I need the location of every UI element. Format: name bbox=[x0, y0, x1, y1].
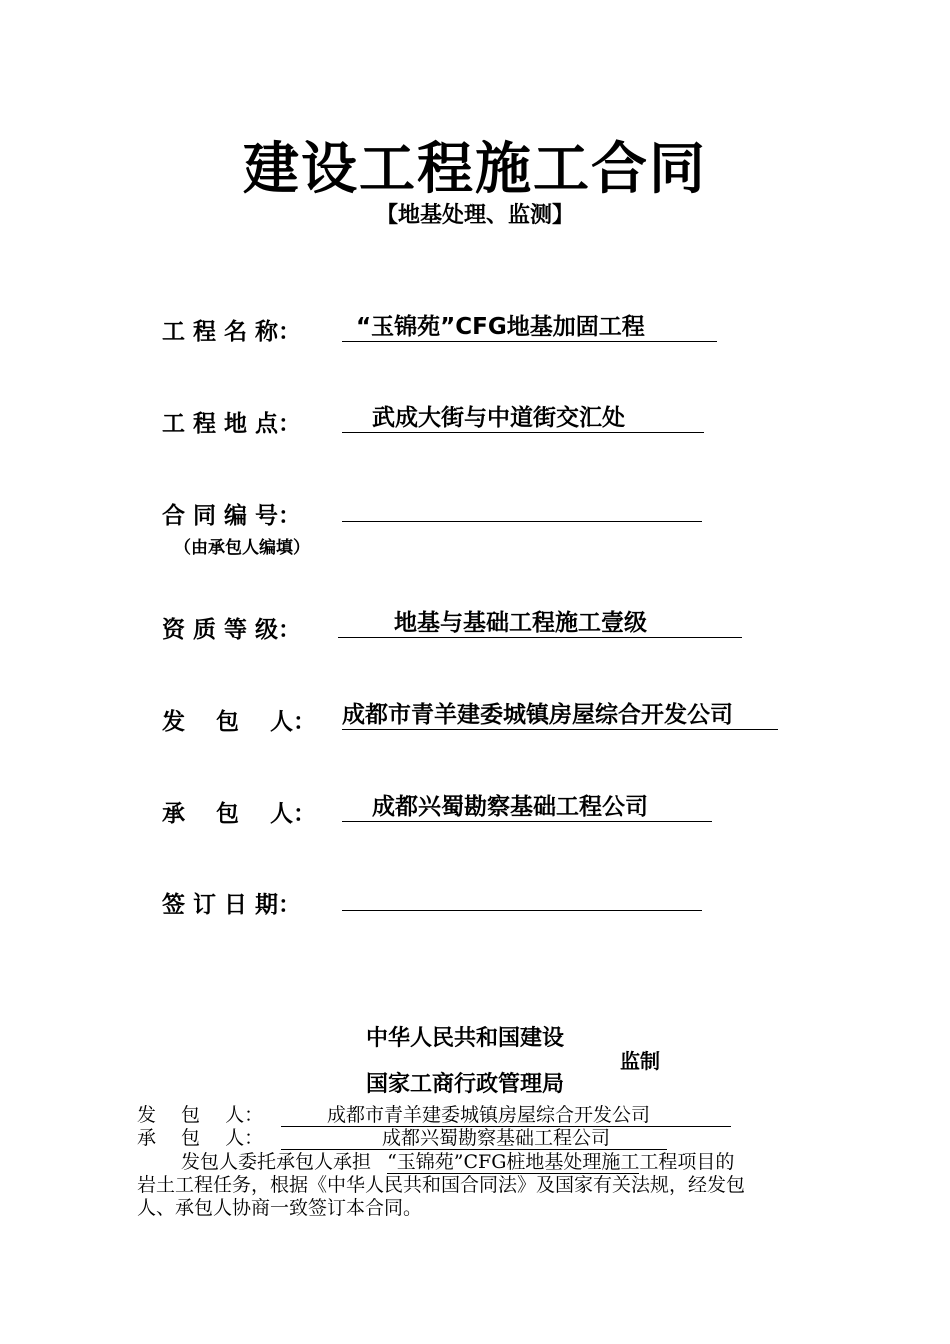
agreement-employer-label: 发 包 人： bbox=[137, 1104, 264, 1126]
issuer-line-2: 国家工商行政管理局 bbox=[366, 1072, 565, 1097]
agreement-project-name: “玉锦苑”CFG桩地基处理施工 bbox=[387, 1151, 640, 1173]
contract-number-label: 合 同 编 号： bbox=[162, 503, 302, 529]
agreement-paragraph-line-2: 岩土工程任务，根据《中华人民共和国合同法》及国家有关法规，经发包 bbox=[137, 1174, 746, 1196]
agreement-contractor-value: 成都兴蜀勘察基础工程公司 bbox=[281, 1127, 667, 1150]
qualification-value: 地基与基础工程施工壹级 bbox=[338, 608, 742, 638]
signing-date-label: 签 订 日 期： bbox=[162, 892, 302, 918]
signing-date-value bbox=[342, 881, 702, 911]
project-location-value: 武成大街与中道街交汇处 bbox=[342, 403, 704, 433]
agreement-employer-value: 成都市青羊建委城镇房屋综合开发公司 bbox=[281, 1104, 731, 1127]
project-name-label: 工 程 名 称： bbox=[162, 319, 302, 345]
employer-value: 成都市青羊建委城镇房屋综合开发公司 bbox=[342, 700, 778, 730]
agreement-paragraph-line-1 bbox=[181, 1150, 734, 1174]
qualification-label: 资 质 等 级： bbox=[162, 617, 302, 643]
employer-label: 发 包 人： bbox=[162, 709, 317, 735]
issuer-suffix: 监制 bbox=[620, 1049, 660, 1073]
project-location-label: 工 程 地 点： bbox=[162, 411, 302, 437]
project-name-value: “玉锦苑”CFG地基加固工程 bbox=[342, 312, 717, 342]
contractor-value: 成都兴蜀勘察基础工程公司 bbox=[342, 792, 712, 822]
issuer-line-1: 中华人民共和国建设 bbox=[366, 1026, 565, 1051]
agreement-contractor-value-wrap bbox=[281, 1126, 667, 1150]
agreement-para-line1-rest: 工程项目的 bbox=[639, 1151, 735, 1173]
contract-number-value bbox=[342, 492, 702, 522]
contract-number-note: （由承包人编填） bbox=[174, 538, 310, 558]
agreement-para-prefix: 发包人委托承包人承担 bbox=[181, 1151, 372, 1173]
agreement-paragraph-line-3: 人、承包人协商一致签订本合同。 bbox=[137, 1197, 423, 1219]
document-title: 建设工程施工合同 bbox=[243, 136, 707, 202]
agreement-contractor-label: 承 包 人： bbox=[137, 1127, 264, 1149]
agreement-employer-value-wrap bbox=[281, 1103, 731, 1127]
contractor-label: 承 包 人： bbox=[162, 801, 317, 827]
document-subtitle: 【地基处理、监测】 bbox=[375, 202, 574, 228]
